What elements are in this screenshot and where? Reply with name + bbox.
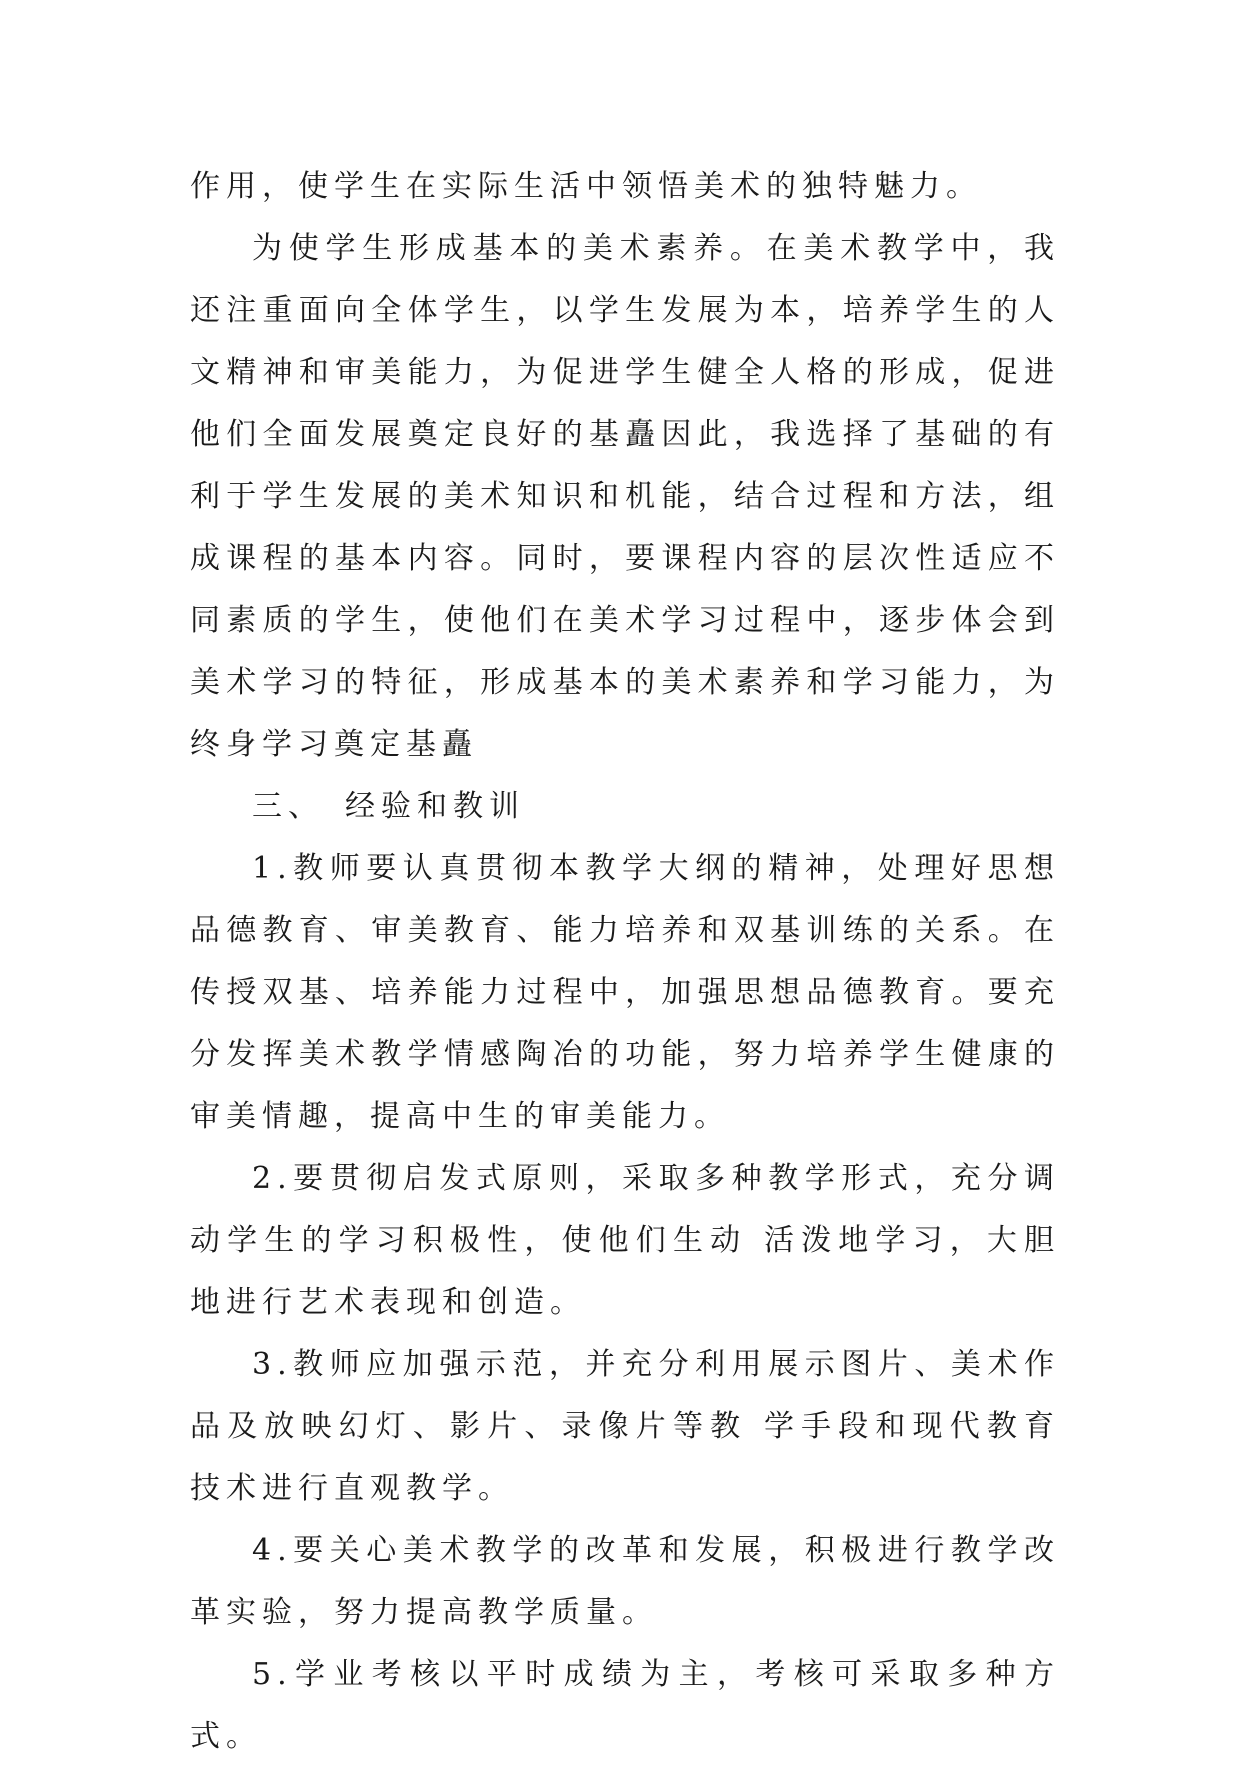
paragraph-continuation: 作用，使学生在实际生活中领悟美术的独特魅力。 [190, 169, 982, 204]
section-heading-experience: 三、 经验和教训 [252, 789, 525, 824]
list-item-3: 3.教师应加强示范，并充分利用展示图片、美术作品及放映幻灯、影片、录像片等教 学手段和现代教育技术进行直观教学。 [190, 1347, 1060, 1506]
list-item-4: 4.要关心美术教学的改革和发展，积极进行教学改革实验，努力提高教学质量。 [190, 1533, 1060, 1630]
list-item-1: 1.教师要认真贯彻本教学大纲的精神，处理好思想品德教育、审美教育、能力培养和双基训练的关系。在传授双基、培养能力过程中，加强思想品德教育。要充分发挥美术教学情感陶冶的功能，努力培养学生健康的审美情趣，提高中生的审美能力。 [190, 851, 1060, 1134]
paragraph-art-literacy: 为使学生形成基本的美术素养。在美术教学中，我还注重面向全体学生，以学生发展为本，培养学生的人文精神和审美能力，为促进学生健全人格的形成，促进他们全面发展奠定良好的基矗因此，我选择了基础的有利于学生发展的美术知识和机能，结合过程和方法，组成课程的基本内容。同时，要课程内容的层次性适应不同素质的学生，使他们在美术学习过程中，逐步体会到美术学习的特征，形成基本的美术素养和学习能力，为终身学习奠定基矗 [190, 231, 1060, 762]
list-item-2: 2.要贯彻启发式原则，采取多种教学形式，充分调动学生的学习积极性，使他们生动 活泼地学习，大胆地进行艺术表现和创造。 [190, 1161, 1060, 1320]
document-body [190, 156, 1060, 1768]
list-item-5: 5.学业考核以平时成绩为主，考核可采取多种方式。 [190, 1657, 1060, 1754]
